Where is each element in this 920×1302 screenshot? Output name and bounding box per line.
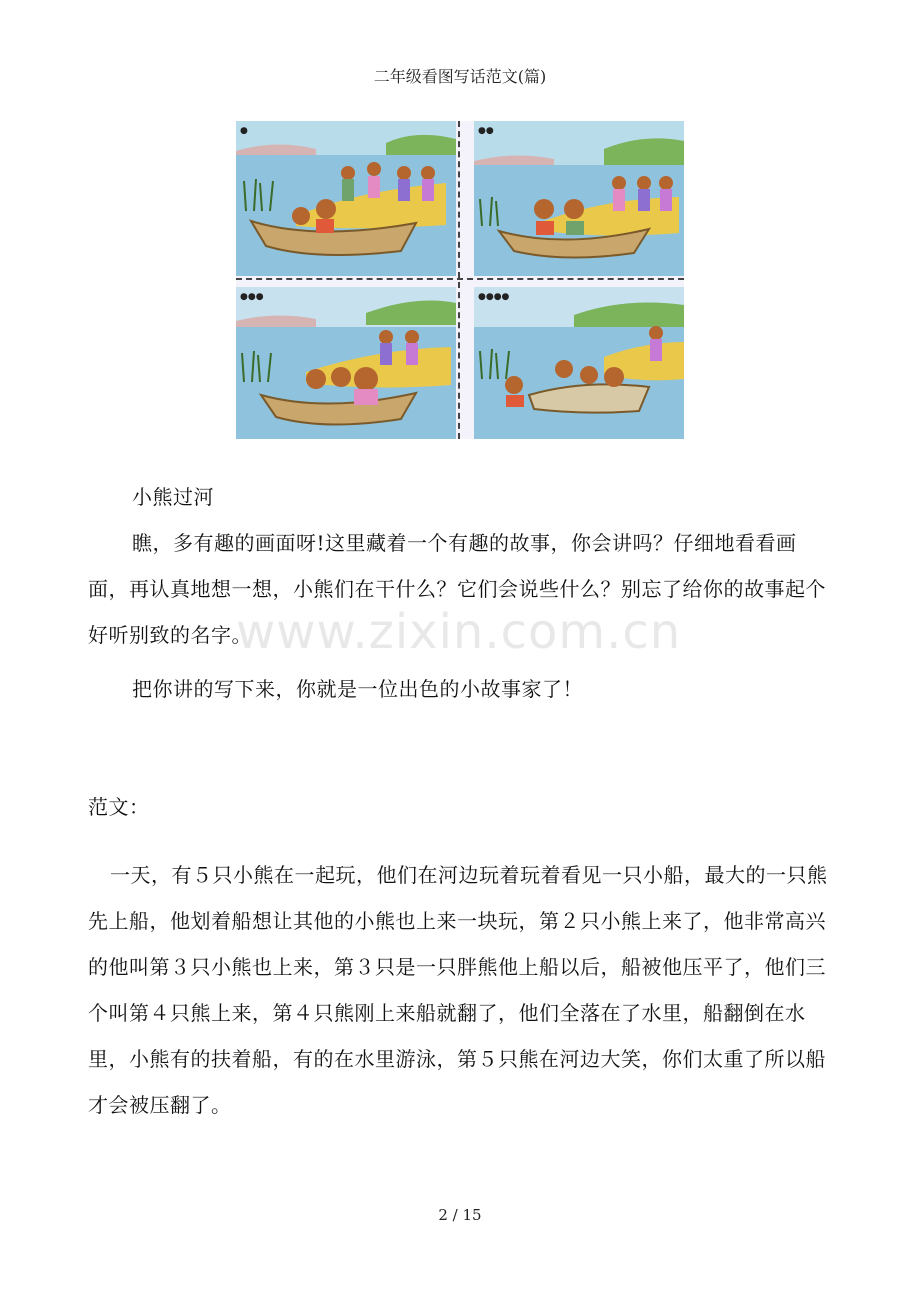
document-header: 二年级看图写话范文(篇) (373, 67, 547, 86)
story-panel-4 (474, 287, 684, 439)
panel-2-illustration (474, 121, 684, 276)
panel-4-illustration (474, 287, 684, 439)
watermark: www.zixin.com.cn (236, 604, 682, 660)
picture-story-figure (236, 121, 684, 439)
panel-2-marker: ●● (478, 126, 494, 136)
panel-1-illustration (236, 121, 456, 276)
sample-essay-text: 一天，有５只小熊在一起玩，他们在河边玩着玩着看见一只小船，最大的一只熊先上船，他划着船想让其他的小熊也上来一块玩，第２只小熊上来了，他非常高兴的他叫第３只小熊也上来，第３只是一只胖熊他上船以后，船被他压平了，他们三个叫第４只熊上来，第４只熊刚上来船就翻了，他们全落在了水里，船翻倒在水里，小熊有的扶着船，有的在水里游泳，第５只熊在河边大笑，你们太重了所以船才会被压翻了。 (88, 863, 828, 1117)
story-panel-2 (474, 121, 684, 276)
figure-divider-horizontal (236, 278, 684, 280)
panel-3-illustration (236, 287, 456, 439)
panel-1-marker: ● (240, 126, 248, 136)
panel-3-marker: ●●● (240, 292, 264, 302)
writing-prompt-closing: 把你讲的写下来，你就是一位出色的小故事家了！ (132, 677, 583, 701)
story-panel-1 (236, 121, 456, 276)
story-title: 小熊过河 (132, 485, 214, 509)
sample-essay-label: 范文： (88, 795, 150, 819)
panel-4-marker: ●●●● (478, 292, 510, 302)
page-number: 2 / 15 (438, 1206, 482, 1224)
writing-prompt: 瞧，多有趣的画面呀!这里藏着一个有趣的故事，你会讲吗？仔细地看看画面，再认真地想一想，小熊们在干什么？它们会说些什么？别忘了给你的故事起个好听别致的名字。 (88, 531, 826, 647)
figure-divider-vertical (458, 121, 460, 439)
story-panel-3 (236, 287, 456, 439)
